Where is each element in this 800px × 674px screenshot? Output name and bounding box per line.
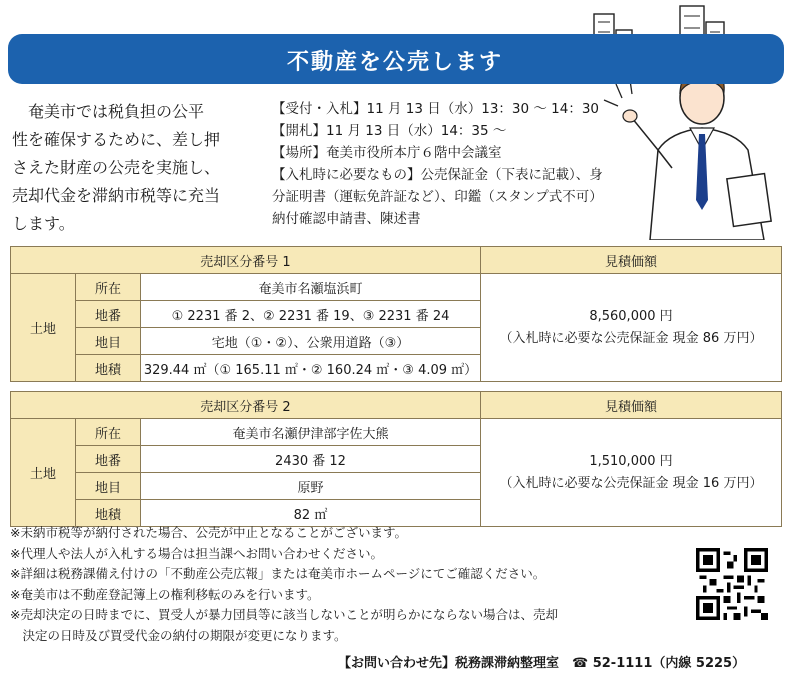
price-value: 8,560,000 円 — [589, 308, 673, 324]
category-cell: 土地 — [11, 274, 76, 382]
note-line: ※売却決定の日時までに、買受人が暴力団員等に該当しないことが明らかにならない場合は、売却 — [10, 607, 558, 622]
lot-table-2 — [10, 391, 782, 527]
info-line: 分証明書（運転免許証など）、印鑑（スタンプ式不可） — [272, 189, 603, 205]
intro-line: 性を確保するために、差し押 — [12, 130, 221, 149]
row-value: 82 ㎡ — [141, 500, 481, 527]
row-value: 奄美市名瀬伊津部字佐大熊 — [141, 419, 481, 446]
row-label: 地番 — [76, 301, 141, 328]
note-line: ※未納市税等が納付された場合、公売が中止となることがございます。 — [10, 525, 407, 540]
notes — [10, 523, 680, 646]
intro-line: 売却代金を滞納市税等に充当 — [12, 186, 221, 205]
qr-code-icon[interactable] — [696, 548, 768, 620]
row-label: 地目 — [76, 328, 141, 355]
lot-header: 売却区分番号 2 — [11, 392, 481, 419]
row-label: 所在 — [76, 274, 141, 301]
row-label: 地番 — [76, 446, 141, 473]
price-cell — [481, 274, 782, 382]
info-line: 【開札】11 月 13 日（水）14：35 ～ — [272, 123, 507, 139]
price-cell — [481, 419, 782, 527]
row-value: 原野 — [141, 473, 481, 500]
info-line: 納付確認申請書、陳述書 — [272, 211, 421, 227]
note-line: 決定の日時及び買受代金の納付の期限が変更になります。 — [10, 627, 347, 643]
note-line: ※奄美市は不動産登記簿上の権利移転のみを行います。 — [10, 586, 320, 602]
row-label: 所在 — [76, 419, 141, 446]
deposit-note: （入札時に必要な公売保証金 現金 16 万円） — [499, 475, 763, 491]
note-line: ※詳細は税務課備え付けの「不動産公売広報」または奄美市ホームページにてご確認ください。 — [10, 566, 546, 581]
row-value: 宅地（①・②）、公衆用道路（③） — [141, 328, 481, 355]
info-line: 【受付・入札】11 月 13 日（水）13：30 ～ 14：30 — [272, 101, 600, 117]
intro-text — [12, 98, 262, 238]
intro-line: 奄美市では税負担の公平 — [28, 102, 205, 121]
category-cell: 土地 — [11, 419, 76, 527]
contact-info: 【お問い合わせ先】税務課滞納整理室 ☎ 52-1111（内線 5225） — [338, 656, 746, 671]
info-line: 【入札時に必要なもの】公売保証金（下表に記載）、身 — [272, 167, 603, 183]
intro-line: します。 — [12, 214, 75, 233]
row-label: 地積 — [76, 500, 141, 527]
row-value: ① 2231 番 2、② 2231 番 19、③ 2231 番 24 — [141, 301, 481, 328]
price-header: 見積価額 — [481, 247, 782, 274]
row-value: 329.44 ㎡（① 165.11 ㎡・② 160.24 ㎡・③ 4.09 ㎡） — [141, 355, 481, 382]
info-line: 【場所】奄美市役所本庁６階中会議室 — [272, 145, 502, 161]
lot-table-1 — [10, 246, 782, 382]
price-value: 1,510,000 円 — [589, 453, 673, 469]
price-header: 見積価額 — [481, 392, 782, 419]
note-line: ※代理人や法人が入札する場合は担当課へお問い合わせください。 — [10, 545, 383, 561]
page-title: 不動産を公売します — [286, 50, 503, 75]
lot-header: 売却区分番号 1 — [11, 247, 481, 274]
intro-line: さえた財産の公売を実施し、 — [12, 158, 221, 177]
auction-info — [272, 98, 652, 230]
row-value: 奄美市名瀬塩浜町 — [141, 274, 481, 301]
row-label: 地積 — [76, 355, 141, 382]
deposit-note: （入札時に必要な公売保証金 現金 86 万円） — [499, 330, 763, 346]
row-value: 2430 番 12 — [141, 446, 481, 473]
row-label: 地目 — [76, 473, 141, 500]
